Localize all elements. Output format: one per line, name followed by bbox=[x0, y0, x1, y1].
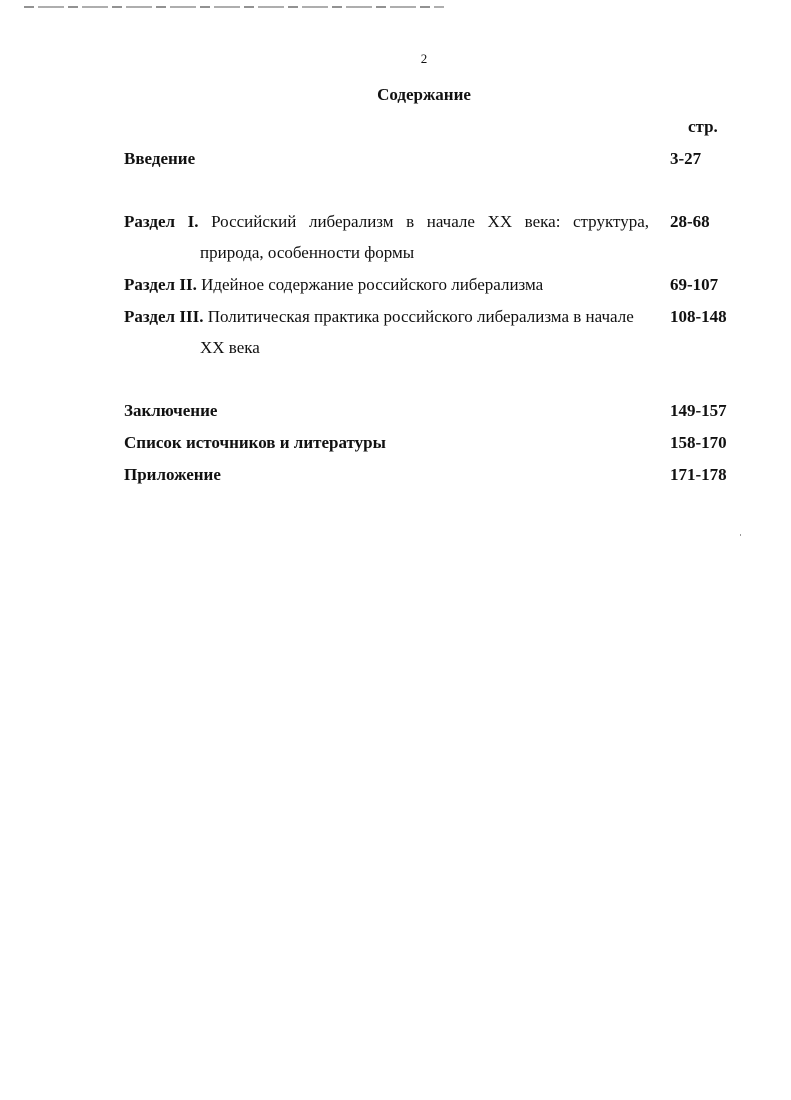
toc-entry-conclusion bbox=[124, 395, 649, 426]
toc-entry-section-1 bbox=[124, 206, 649, 268]
toc-entry-section-3 bbox=[124, 301, 649, 363]
toc-entry-text: Идейное содержание российского либерализма bbox=[201, 275, 544, 294]
toc-entry-appendix bbox=[124, 459, 649, 490]
toc-entry-label: Введение bbox=[124, 149, 196, 168]
toc-entry-label: Список источников и литературы bbox=[124, 433, 386, 452]
toc-entry-text: Российский либерализм в начале XX века: структура, bbox=[211, 212, 649, 231]
toc-page-ref: 3-27 bbox=[670, 149, 702, 168]
toc-page-ref: 28-68 bbox=[670, 212, 710, 231]
pages-column-header: стр. bbox=[688, 117, 718, 136]
toc-entry-label: Раздел II. bbox=[124, 275, 197, 294]
scan-artifact-line bbox=[24, 6, 444, 8]
toc-entry-introduction bbox=[124, 143, 649, 174]
page-number: 2 bbox=[420, 51, 428, 66]
toc-entry-label: Раздел I. bbox=[124, 212, 199, 231]
toc-entry-label: Раздел III. bbox=[124, 307, 204, 326]
toc-entry-section-2 bbox=[124, 269, 649, 300]
toc-entry-label: Заключение bbox=[124, 401, 218, 420]
page-title: Содержание bbox=[377, 85, 471, 104]
toc-page-ref: 108-148 bbox=[670, 307, 727, 326]
scan-speck bbox=[740, 534, 741, 536]
toc-entry-continuation: XX века bbox=[200, 338, 260, 357]
toc-entry-text: Политическая практика российского либерализма в начале bbox=[207, 307, 634, 326]
toc-entry-continuation: природа, особенности формы bbox=[200, 243, 415, 262]
toc-entry-bibliography bbox=[124, 427, 649, 458]
toc-page-ref: 69-107 bbox=[670, 275, 719, 294]
toc-page-ref: 149-157 bbox=[670, 401, 727, 420]
toc-page-ref: 158-170 bbox=[670, 433, 727, 452]
toc-entry-label: Приложение bbox=[124, 465, 221, 484]
toc-page-ref: 171-178 bbox=[670, 465, 727, 484]
